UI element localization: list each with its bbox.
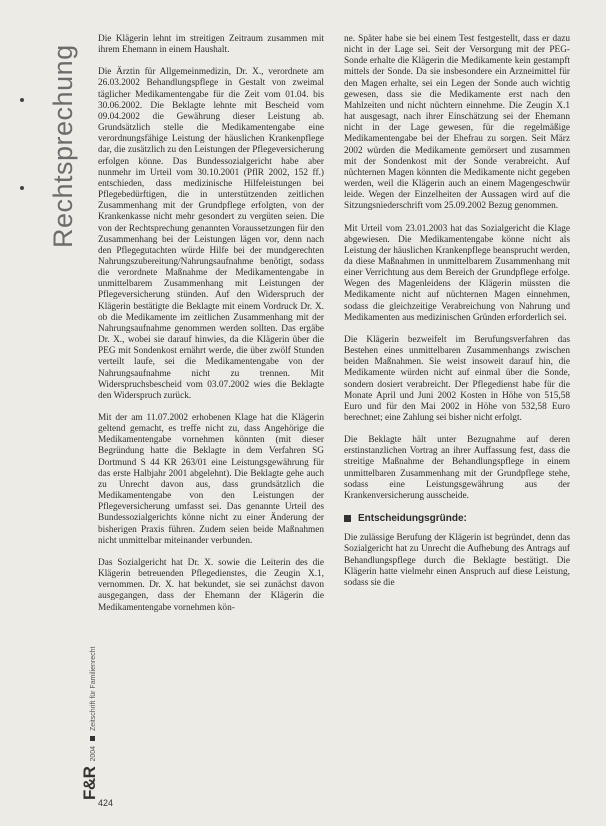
square-bullet-icon bbox=[90, 736, 95, 741]
margin-bullet-dot bbox=[20, 186, 24, 190]
journal-footer bbox=[80, 647, 100, 800]
paragraph: Die Beklagte hält unter Bezugnahme auf deren erstinstanzlichen Vortrag an ihrer Auffassung fest, dass die streitige Maßnahme der Behandlungspflege in einem unmittelbaren Zusammenhang mit der Grundpflege stehe, sodass eine Leistungsgewährung aus der Krankenversicherung ausscheide. bbox=[344, 435, 570, 501]
page-number: 424 bbox=[98, 798, 114, 808]
paragraph: Mit der am 11.07.2002 erhobenen Klage hat die Klägerin geltend gemacht, es treffe nicht zu, dass Angehörige die Medikamentengabe vornehmen könnten (mit dieser Begründung hatte die Beklagte in dem Verfahren SG Dortmund S 44 KR 263/01 eine Leistungsgewährung für das erste Halbjahr 2001 abgelehnt). Die Beklagte gehe auch zu Unrecht davon aus, dass grundsätzlich die Medikamentengabe von den Leistungen der Pflegeversicherung umfasst sei. Das genannte Urteil des Bundessozialgerichts könne nicht zu einer Änderung der bisherigen Praxis führen. Zudem seien beide Maßnahmen nicht unmittelbar miteinander verbunden. bbox=[98, 413, 324, 546]
paragraph: Die Klägerin lehnt im streitigen Zeitraum zusammen mit ihrem Ehemann in einem Haushalt. bbox=[98, 34, 324, 56]
section-heading-text: Entscheidungsgründe: bbox=[358, 513, 467, 525]
square-bullet-icon bbox=[344, 515, 351, 522]
paragraph: ne. Später habe sie bei einem Test festgestellt, dass er dazu nicht in der Lage sei. Seit der Versorgung mit der PEG-Sonde erhalte die Klägerin die Medikamente kein gestampft mittels der Sonde. Da sie insbesondere ein Arzneimittel für den Magen erhalte, sei ein Legen der Sonde auch wichtig gewesen, dass sie die Medikamente erst nach den Mahlzeiten und nicht nüchtern einnehme. Die Zeugin X.1 hat ausgesagt, nach ihrer Einschätzung sei der Ehemann nicht in der Lage gewesen, für die regelmäßige Medikamentengabe bei der Ehefrau zu sorgen. Seit März 2002 würden die Medikamente gemörsert und zusammen mit der Sondenkost mit der Sonde verabreicht. Auf nüchternen Magen könnten die Medikamente nicht gegeben werden, weil die Klägerin auch an einem Magengeschwür leide. Wegen der Einzelheiten der Aussagen wird auf die Sitzungsniederschrift vom 25.09.2002 Bezug genommen. bbox=[344, 34, 570, 212]
margin-bullet-dot bbox=[20, 98, 24, 102]
paragraph: Die Klägerin bezweifelt im Berufungsverfahren das Bestehen eines unmittelbaren Zusammenhangs zwischen beiden Maßnahmen. Sie weist insoweit darauf hin, die Medikamente würden nicht auf einmal über die Sonde, sondern dosiert verabreicht. Der Pflegedienst habe für die Monate April und Juni 2002 Kosten in Höhe von 515,58 Euro und für den Mai 2002 in Höhe von 532,58 Euro berechnet; eine Zahlung sei bisher nicht erfolgt. bbox=[344, 334, 570, 423]
paragraph: Mit Urteil vom 23.01.2003 hat das Sozialgericht die Klage abgewiesen. Die Medikamentengabe könne nicht als Leistung der häuslichen Krankenpflege beansprucht werden, da diese Maßnahmen in unmittelbarem Zusammenhang mit einer Verrichtung aus dem Bereich der Grundpflege erfolge. Wegen des Magenleidens der Klägerin müssten die Medikamente nicht auf nüchternen Magen einnehmen, sodass die gleichzeitige Verabreichung von Nahrung und Medikamenten aus medizinischen Gründen erforderlich sei. bbox=[344, 223, 570, 323]
journal-name: Zeitschrift für Familienrecht bbox=[90, 646, 97, 731]
paragraph: Die zulässige Berufung der Klägerin ist begründet, denn das Sozialgericht hat zu Unrecht die Aufhebung des Antrags auf Behandlungspflege durch die Beklagte bestätigt. Die Klägerin hatte vielmehr einen Anspruch auf diese Leistung, sodass sie die bbox=[344, 533, 570, 588]
paragraph: Das Sozialgericht hat Dr. X. sowie die Leiterin des die Klägerin betreuenden Pflegedienstes, die Zeugin X.1, vernommen. Dr. X. hat bekundet, sie sei zunächst davon ausgegangen, dass der Ehemann der Klägerin die Medikamentengabe vornehmen kön- bbox=[98, 557, 324, 613]
left-column bbox=[98, 34, 324, 625]
section-heading bbox=[344, 513, 570, 524]
section-title: Rechtsprechung bbox=[48, 44, 78, 248]
journal-logo: F&R bbox=[80, 766, 99, 800]
paragraph: Die Ärztin für Allgemeinmedizin, Dr. X., verordnete am 26.03.2002 Behandlungspflege in Gestalt von zweimal täglicher Medikamentengabe für die Zeit vom 01.04. bis 30.06.2002. Die Beklagte lehnte mit Bescheid vom 09.04.2002 die Gewährung dieser Leistung ab. Grundsätzlich stelle die Medikamentengabe eine verordnungsfähige Leistung der häuslichen Krankenpflege dar, die zusätzlich zu den Leistungen der Pflegeversicherung erfolgen könne. Das Bundessozialgericht habe aber nunmehr im Urteil vom 30.10.2001 (PflR 2002, 152 ff.) entschieden, dass medizinische Hilfeleistungen bei Pflegebedürftigen, die in unterstützenden zeitlichen Zusammenhang mit der Grundpflege erfolgten, von der Krankenkasse nicht mehr gesondert zu vergüten seien. Die von der Rechtsprechung genannten Voraussetzungen für den Zusammenhang bei der Leistungen lägen vor, denn nach den Pflegegutachten würde Hilfe bei der mundgerechten Nahrungszubereitung/Nahrungsaufnahme benötigt, sodass die verordnete Maßnahme der Medikamentengabe in unmittelbarem Zusammenhang mit Leistungen der Pflegeversicherung stünden. Auf den Widerspruch der Klägerin bestätigte die Beklagte mit einem Vordruck Dr. X. ob die Medikamente im zeitlichen Zusammenhang mit der Nahrungsaufnahme genommen werden sollten. Das ergäbe Dr. X., wobei sie darauf hinwies, da die Klägerin über die PEG mit Sondenkost ernährt werde, die über zwölf Stunden verteilt laufe, sei die Medikamentengabe von der Nahrungsaufnahme nicht zu trennen. Mit Widerspruchsbescheid vom 03.07.2002 wies die Beklagte den Widerspruch zurück. bbox=[98, 67, 324, 401]
right-column bbox=[344, 34, 570, 600]
journal-year: 2004 bbox=[90, 745, 97, 762]
